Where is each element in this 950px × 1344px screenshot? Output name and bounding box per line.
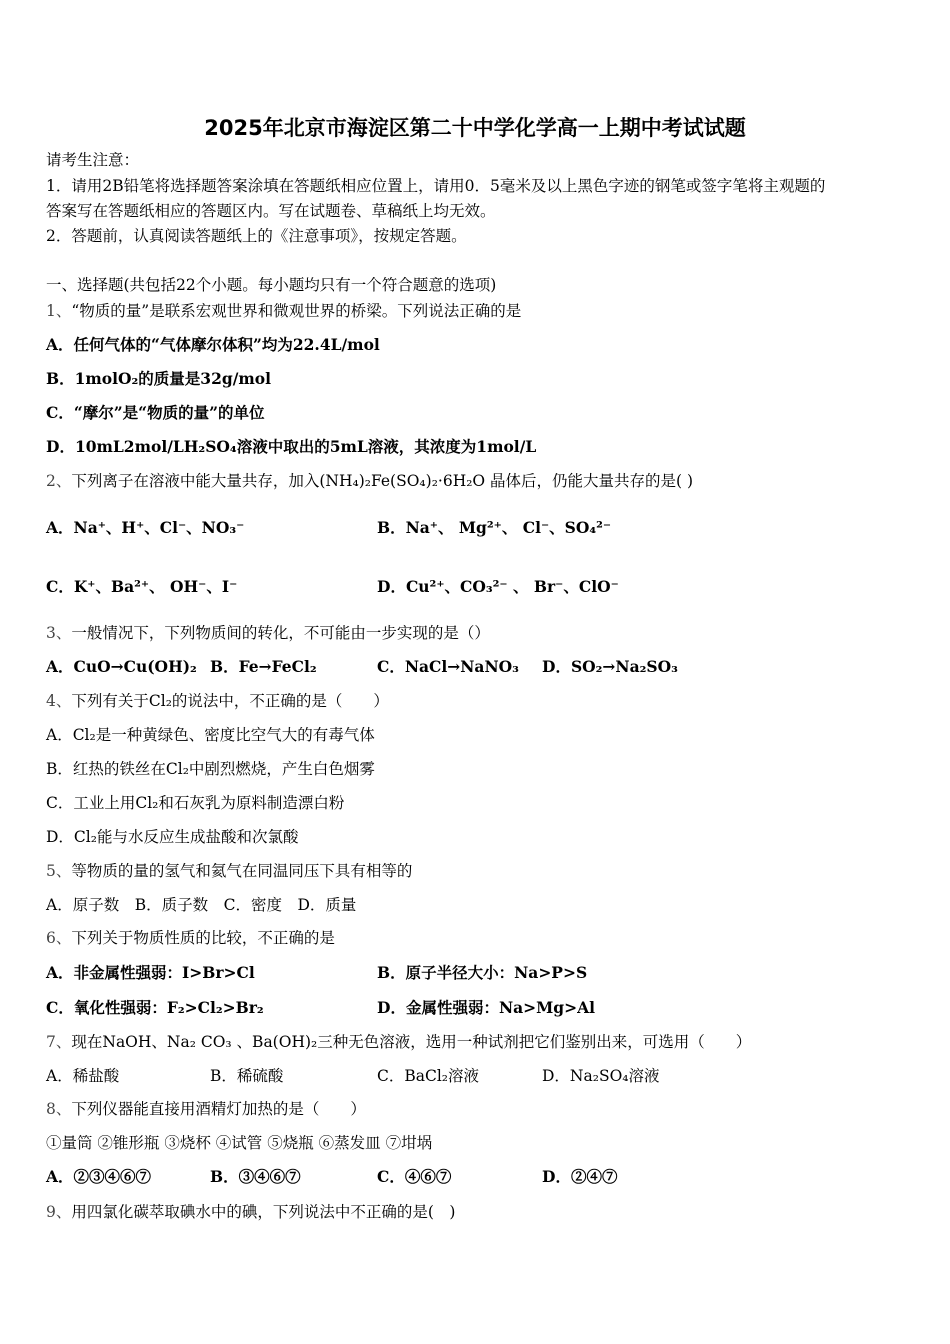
option: A．②③④⑥⑦	[46, 1167, 152, 1186]
question-number: 9、	[46, 1203, 72, 1221]
question-number: 2、	[46, 472, 72, 490]
instrument-list: ①量筒 ②锥形瓶 ③烧杯 ④试管 ⑤烧瓶 ⑥蒸发皿 ⑦坩埚	[46, 1134, 433, 1152]
option: D．SO₂→Na₂SO₃	[542, 657, 678, 676]
option: D．Na₂SO₄溶液	[542, 1067, 660, 1085]
option: D．Cu²⁺、CO₃²⁻ 、 Br⁻、ClO⁻	[377, 577, 619, 596]
question-stem	[46, 1099, 366, 1119]
question-stem	[46, 691, 389, 711]
option: C．氧化性强弱：F₂>Cl₂>Br₂	[46, 998, 264, 1017]
option: B．Na⁺、 Mg²⁺、 Cl⁻、SO₄²⁻	[377, 518, 612, 537]
question-number: 7、	[46, 1033, 72, 1051]
option: C．“摩尔”是“物质的量”的单位	[46, 403, 265, 422]
option: B．稀硫酸	[210, 1067, 284, 1085]
question-number: 8、	[46, 1100, 72, 1118]
page-title: 2025年北京市海淀区第二十中学化学高一上期中考试试题	[204, 116, 746, 140]
option: A．CuO→Cu(OH)₂	[46, 657, 197, 676]
question-text: 下列有关于Cl₂的说法中，不正确的是（ ）	[71, 692, 389, 710]
question-stem	[46, 1032, 751, 1052]
question-number: 4、	[46, 692, 72, 710]
question-text: 下列关于物质性质的比较，不正确的是	[71, 929, 335, 947]
question-stem	[46, 301, 521, 321]
question-stem	[46, 623, 490, 643]
question-number: 6、	[46, 929, 72, 947]
option: D．金属性强弱：Na>Mg>Al	[377, 998, 596, 1017]
question-number: 1、	[46, 302, 72, 320]
notice-line: 2．答题前，认真阅读答题纸上的《注意事项》，按规定答题。	[46, 227, 467, 245]
option: C．K⁺、Ba²⁺、 OH⁻、I⁻	[46, 577, 238, 596]
option: A．Na⁺、H⁺、Cl⁻、NO₃⁻	[46, 518, 245, 537]
option: B．红热的铁丝在Cl₂中剧烈燃烧，产生白色烟雾	[46, 760, 375, 778]
question-stem	[46, 1202, 455, 1222]
question-number: 3、	[46, 624, 72, 642]
notice-line: 答案写在答题纸相应的答题区内。写在试题卷、草稿纸上均无效。	[46, 202, 496, 220]
question-text: 一般情况下，下列物质间的转化，不可能由一步实现的是（）	[71, 624, 490, 642]
option: C．BaCl₂溶液	[377, 1067, 480, 1085]
option: A．稀盐酸	[46, 1067, 120, 1085]
option: C．工业上用Cl₂和石灰乳为原料制造漂白粉	[46, 794, 345, 812]
option: B．1molO₂的质量是32g/mol	[46, 369, 272, 388]
notice-heading: 请考生注意：	[46, 151, 140, 169]
option: A．Cl₂是一种黄绿色、密度比空气大的有毒气体	[46, 726, 375, 744]
option: A．任何气体的“气体摩尔体积”均为22.4L/mol	[46, 335, 380, 354]
question-text: 现在NaOH、Na₂ CO₃ 、Ba(OH)₂三种无色溶液，选用一种试剂把它们鉴别出来，可选用（ ）	[71, 1033, 752, 1051]
question-stem	[46, 928, 335, 948]
question-stem	[46, 861, 412, 881]
notice-line: 1．请用2B铅笔将选择题答案涂填在答题纸相应位置上，请用0．5毫米及以上黑色字迹的钢笔或签字笔将主观题的	[46, 177, 826, 195]
question-text: 下列离子在溶液中能大量共存，加入(NH₄)₂Fe(SO₄)₂·6H₂O 晶体后，仍能大量共存的是( )	[71, 472, 694, 490]
option: C．NaCl→NaNO₃	[377, 657, 519, 676]
option: D．Cl₂能与水反应生成盐酸和次氯酸	[46, 828, 299, 846]
option: A．原子数 B．质子数 C．密度 D．质量	[46, 896, 357, 914]
section-heading: 一、选择题(共包括22个小题。每小题均只有一个符合题意的选项)	[46, 276, 497, 294]
option: A．非金属性强弱：I>Br>Cl	[46, 963, 255, 982]
question-text: 下列仪器能直接用酒精灯加热的是（ ）	[71, 1100, 366, 1118]
question-text: 用四氯化碳萃取碘水中的碘，下列说法中不正确的是( )	[71, 1203, 456, 1221]
option: D．10mL2mol/LH₂SO₄溶液中取出的5mL溶液，其浓度为1mol/L	[46, 437, 537, 456]
option: B．③④⑥⑦	[210, 1167, 301, 1186]
option: B．原子半径大小：Na>P>S	[377, 963, 588, 982]
question-text: 等物质的量的氢气和氦气在同温同压下具有相等的	[71, 862, 413, 880]
option: C．④⑥⑦	[377, 1167, 452, 1186]
question-stem	[46, 471, 693, 491]
option: B．Fe→FeCl₂	[210, 657, 317, 676]
question-number: 5、	[46, 862, 72, 880]
question-text: “物质的量”是联系宏观世界和微观世界的桥梁。下列说法正确的是	[71, 302, 522, 320]
option: D．②④⑦	[542, 1167, 618, 1186]
